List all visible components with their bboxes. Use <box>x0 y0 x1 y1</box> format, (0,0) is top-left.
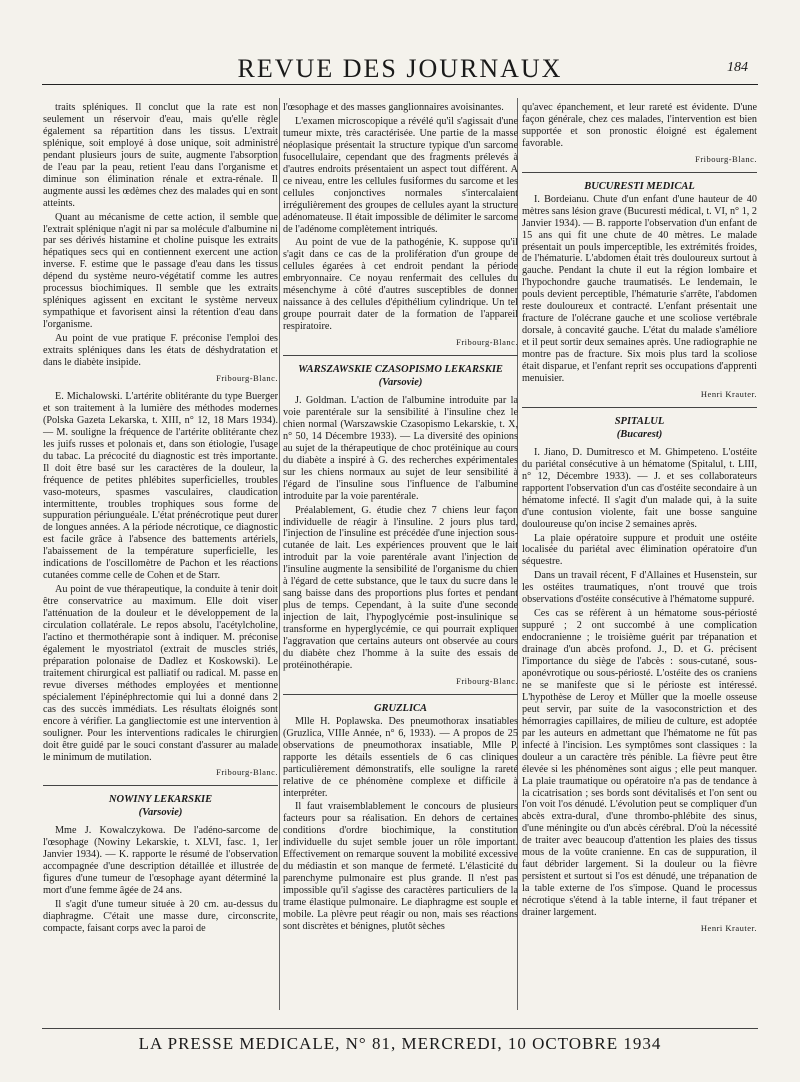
journal-title: SPITALUL <box>614 415 665 427</box>
footer-rule <box>42 1028 758 1029</box>
paragraph: traits spléniques. Il conclut que la rate est non seulement un réservoir d'eau, mais qu'elle règle également sa répartition dans les tissus. L'extrait splénique, soit employé à dose unique, soit administré pendant plusieurs jours de suite, augmente l'absorption de l'eau par la peau, retient l'eau dans l'organisme et diminue son élimination rénale et extra-rénale. Il augmente aussi les œdèmes chez des malades qui en sont atteints. <box>43 102 278 209</box>
journal-title: WARSZAWSKIE CZASOPISMO LEKARSKIE <box>298 364 503 376</box>
journal-subtitle: (Varsovie) <box>378 377 423 389</box>
paragraph: I. Jiano, D. Dumitresco et M. Ghimpeteno. L'ostéite du pariétal consécutive à un hématome (Spitalul, t. LIII, n° 12, Décembre 1933). — J. et ses collaborateurs rapportent l'observation d'un cas d'ostéite secondaire à un hématome infecté. Il s'agit d'un malade qui, à la suite d'une contusion violente, fait une bosse sanguine douloureuse qu'on incise 2 semaines après. <box>522 446 757 530</box>
author-signature: Henri Krauter. <box>700 923 757 933</box>
section-separator <box>43 785 278 786</box>
paragraph: Quant au mécanisme de cette action, il semble que l'extrait splénique n'agit ni par sa molécule d'albumine ni par ses dérivés histamine et choline puisque les extraits hépatiques secs qui en contiennent exercent une action inverse. F. estime que le passage d'eau dans les tissus dépend du système neuro-végétatif comme les autres processus biochimiques. Il semble que les extraits spléniques agissent en excitant le système nerveux sympathique et favorisent ainsi la rétention d'eau dans l'organisme. <box>43 211 278 331</box>
journal-title: GRUZLICA <box>373 702 428 714</box>
page-number: 184 <box>727 60 748 75</box>
page-footer: LA PRESSE MEDICALE, N° 81, MERCREDI, 10 OCTOBRE 1934 <box>138 1034 662 1053</box>
paragraph: l'œsophage et des masses ganglionnaires avoisinantes. <box>283 102 504 113</box>
journal-subtitle: (Varsovie) <box>138 807 183 819</box>
section-separator <box>522 407 757 408</box>
paragraph: Il s'agit d'une tumeur située à 20 cm. au-dessus du diaphragme. C'était une masse dure, circonscrite, compacte, faisant corps avec la paroi de <box>43 899 278 934</box>
text-column-middle <box>283 102 518 935</box>
paragraph: Au point de vue thérapeutique, la conduite à tenir doit être conservatrice au maximum. Elle doit viser l'atténuation de la douleur et le développement de la circulation collatérale. Le repos absolu, l'acétylcholine, l'actino et thermothérapie sont à indiquer. M. préconise également le myostriatol (extrait de muscles striés, préparation polonaise de Dadlez et Koskowski). Le traitement chirurgical est palliatif ou radical. M. passe en revue diverses méthodes employées et mentionne spécialement l'épinéphrectomie qui lui a donné dans 2 cas des succès immédiats. Les résultats éloignés sont encore à vérifier. La gangliectomie est une intervention à souligner. Pour les interventions radicales le chirurgien doit être guidé par le souci constant d'assurer au malade le minimum de mutilation. <box>43 584 278 763</box>
paragraph: Dans un travail récent, F d'Allaines et Husenstein, sur les ostéites traumatiques, n'ont trouvé que trois observations d'ostéite consécutive à l'hématome suppuré. <box>522 570 757 606</box>
paragraph: I. Bordeianu. Chute d'un enfant d'une hauteur de 40 mètres sans lésion grave (Bucuresti médical, t. VI, n° 1, 2 Janvier 1934). — B. rapporte l'observation d'un enfant de 15 ans qui fit une chute de 40 mètres. Le malade présentait un pouls imperceptible, les extrémités froides, de l'hématurie. L'abdomen était très douloureux surtout à gauche. Pendant la chute il eut la région lombaire et l'hypochondre gauche traumatisés. Le lendemain, le pouls devient perceptible, l'hématurie s'arrête, l'abdomen reste douloureux et contracté. L'enfant présentait une fracture de l'olécrane gauche et une scoliose vertébrale dorsale, à concavité gauche. L'état du malade s'améliore et il peut sortir deux semaines après. Une radiographie ne montre pas de fracture. Six mois plus tard la scoliose était disparue, et l'enfant reprit ses occupations d'apprenti menuisier. <box>522 193 757 385</box>
journal-title: NOWINY LEKARSKIE <box>108 794 213 806</box>
paragraph: Au point de vue de la pathogénie, K. suppose qu'il s'agit dans ce cas de la prolifération d'un groupe de cellules égarées à cet endroit pendant la période embryonnaire. Ce noyau renfermait des cellules du mésenchyme à côté d'autres susceptibles de donner naissance à des cellules d'épithélium cylindrique. Un tel groupe pourrait dater de la formation de l'appareil respiratoire. <box>283 237 518 333</box>
author-signature: Fribourg-Blanc. <box>695 153 757 164</box>
paragraph: Préalablement, G. étudie chez 7 chiens leur façon individuelle de réagir à l'insuline. 2 jours plus tard, l'injection de l'insuline est précédée d'une injection sous-cutanée de lait. Les expériences prouvent que le lait introduit par la voie parentérale avant l'injection de l'insuline augmente la sensibilité de l'organisme du chien à l'égard de cette substance, que le taux du sucre dans le sang baisse dans des proportions plus fortes et pendant plus de temps. Cependant, à la suite d'une seconde injection de lait, l'hypoglycémie post-insulinique se transforme en hyperglycémie, ce qui pourrait expliquer l'aggravation que certains auteurs ont observée au cours du diabète chez l'homme à la suite des essais de protéinothérapie. <box>283 504 518 671</box>
author-signature: Henri Krauter. <box>700 388 757 399</box>
paragraph: Ces cas se réfèrent à un hématome sous-périosté suppuré ; 2 ont succombé à une complication endocranienne ; le troisième guérit par trépanation et drainage d'un abcès profond. J., D. et G. précisent l'importance du siège de l'abcès : sous-cutané, sous-aponévrotique ou sous-périosté. L'ostéite des os craniens ne se manifeste que si le périoste est intéressé. L'hypothèse de Leroy et Müller que la moelle osseuse peut servir, par suite de la vasoconstriction et des hémorragies capillaires, de milieu de culture, est adoptée par les auteurs en admettant que l'hématome ne fût pas infecté à l'incision. Les symptômes sont classiques : la douleur a un caractère très pénible. La fièvre peut être élevée si les phénomènes sont aigus ; elle peut manquer. La plaie traumatique ou opératoire n'a pas de tendance à la cicatrisation ; ses bords sont dévitalisés et l'on sent ou l'on voit l'os dénudé. L'évolution peut se compliquer d'un abcès extra-dural, d'une thrombo-phlébite des sinus, d'une méningite ou d'un abcès cérébral. D'où la nécessité de traiter avec beaucoup d'attention les plaies des tissus mous de la voûte cranienne. En cas de suppuration, il faut débrider largement. Si la douleur ou la fièvre persistent et surtout si l'os est dénudé, une trépanation de la table externe de l'os s'impose. Quand le processus nécrotique s'étend à la table interne, il faut trépaner et drainer largement. <box>522 608 757 919</box>
author-signature: Fribourg-Blanc. <box>456 337 518 348</box>
section-separator <box>283 694 518 695</box>
text-column-right <box>522 102 757 941</box>
paragraph: J. Goldman. L'action de l'albumine introduite par la voie parentérale sur la sensibilité à l'insuline chez le chien normal (Warszawskie Czasopismo Lekarskie, t. X, n° 50, 14 Décembre 1933). — La diversité des opinions au sujet de la thérapeutique de choc protéinique au cours du diabète a inspiré à G. des recherches expérimentales sur les chiens normaux au sujet de leur sensibilité à l'égard de l'insuline sous l'influence de l'albumine introduite par la voie parentérale. <box>283 394 518 502</box>
paragraph: La plaie opératoire suppure et produit une ostéite localisée du pariétal avec élimination opératoire d'un séquestre. <box>522 532 757 568</box>
paragraph: qu'avec épanchement, et leur rareté est évidente. D'une façon générale, chez ces malades, l'intervention est bien supportée et son pronostic éloigné est également favorable. <box>522 102 757 149</box>
paragraph: E. Michalowski. L'artérite oblitérante du type Buerger et son traitement à la lumière des méthodes modernes (Polska Gazeta Lekarska, t. XIII, n° 12, 18 Mars 1934). — M. souligne la fréquence de l'artérite oblitérante chez les juifs russes et polonais et, dans son étiologie, l'usage du tabac. La précocité du diagnostic est très importante. Il doit être basé sur les caractères de la douleur, la fréquence de petites phlébites superficielles, troubles vaso-moteurs, spasmes vasculaires, claudication intermittente, troubles trophiques sous forme de suppuration périunguéale. L'état prénécrotique peut durer de longues années. A la période nécrotique, ce diagnostic est facile grâce à l'absence des battements artériels, l'abaissement de la température superficielle, les indications de l'oscillomètre de Pachon et les réactions cutanées comme celle de Cohen et de Starr. <box>43 390 278 582</box>
section-separator <box>522 172 757 173</box>
paragraph: Mme J. Kowalczykowa. De l'adéno-sarcome de l'œsophage (Nowiny Lekarskie, t. XLVI, fasc. 1, 1er Janvier 1934). — K. rapporte le résumé de l'observation accompagnée d'une description détaillée et illustrée de figures d'une tumeur de l'œsophage ayant déterminé la mort d'une femme âgée de 24 ans. <box>43 825 278 897</box>
column-divider <box>279 98 280 1010</box>
paragraph: L'examen microscopique a révélé qu'il s'agissait d'une tumeur mixte, très caractérisée. Une partie de la masse néoplasique présentait la structure typique d'un sarcome fusocellulaire, cependant que des fragments prélevés à d'autres endroits présentaient un aspect tout différent. A ce niveau, entre les cellules fusiformes du sarcome et les cellules conjonctives normales s'intercalaient irrégulièrement des groupes de cellules ayant la structure adénomateuse. Il était impossible de délimiter le sarcome de l'adénome complètement intriqués. <box>283 115 518 235</box>
section-separator <box>283 355 518 356</box>
paragraph: Mlle H. Poplawska. Des pneumothorax insatiables (Gruzlica, VIIIe Année, n° 6, 1933). — A propos de 25 observations de pneumothorax insatiable, Mlle P. rapporte les détails essentiels de 6 cas cliniques particulièrement démonstratifs, elle souligne la rareté relative de ce phénomène complexe et difficile à interpréter. <box>283 715 518 799</box>
text-column-left <box>43 102 278 937</box>
journal-title: BUCURESTI MEDICAL <box>584 180 695 192</box>
author-signature: Fribourg-Blanc. <box>216 372 278 383</box>
paragraph: Il faut vraisemblablement le concours de plusieurs facteurs pour sa réalisation. En dehors de certaines conditions d'ordre biochimique, la constitution individuelle du sujet semble jouer un rôle important. Effectivement on remarque souvent la mobilité excessive du médiastin et son manque de fermeté. L'élasticité du parenchyme pulmonaire est plus grande. Il n'est pas impossible qu'il s'agisse des caractères particuliers de la trame élastique pulmonaire. Le diaphragme est souple et mobile. La plèvre peut réagir ou non, mais ses réactions sont discrètes et bénignes, plutôt sèches <box>283 801 518 932</box>
page-header <box>42 48 758 85</box>
paragraph: Au point de vue pratique F. préconise l'emploi des extraits spléniques dans les états de déshydratation et dans le diabète insipide. <box>43 333 278 369</box>
author-signature: Fribourg-Blanc. <box>216 767 278 778</box>
page-title: REVUE DES JOURNAUX <box>237 54 563 83</box>
journal-subtitle: (Bucarest) <box>616 428 663 440</box>
author-signature: Fribourg-Blanc. <box>456 675 518 686</box>
